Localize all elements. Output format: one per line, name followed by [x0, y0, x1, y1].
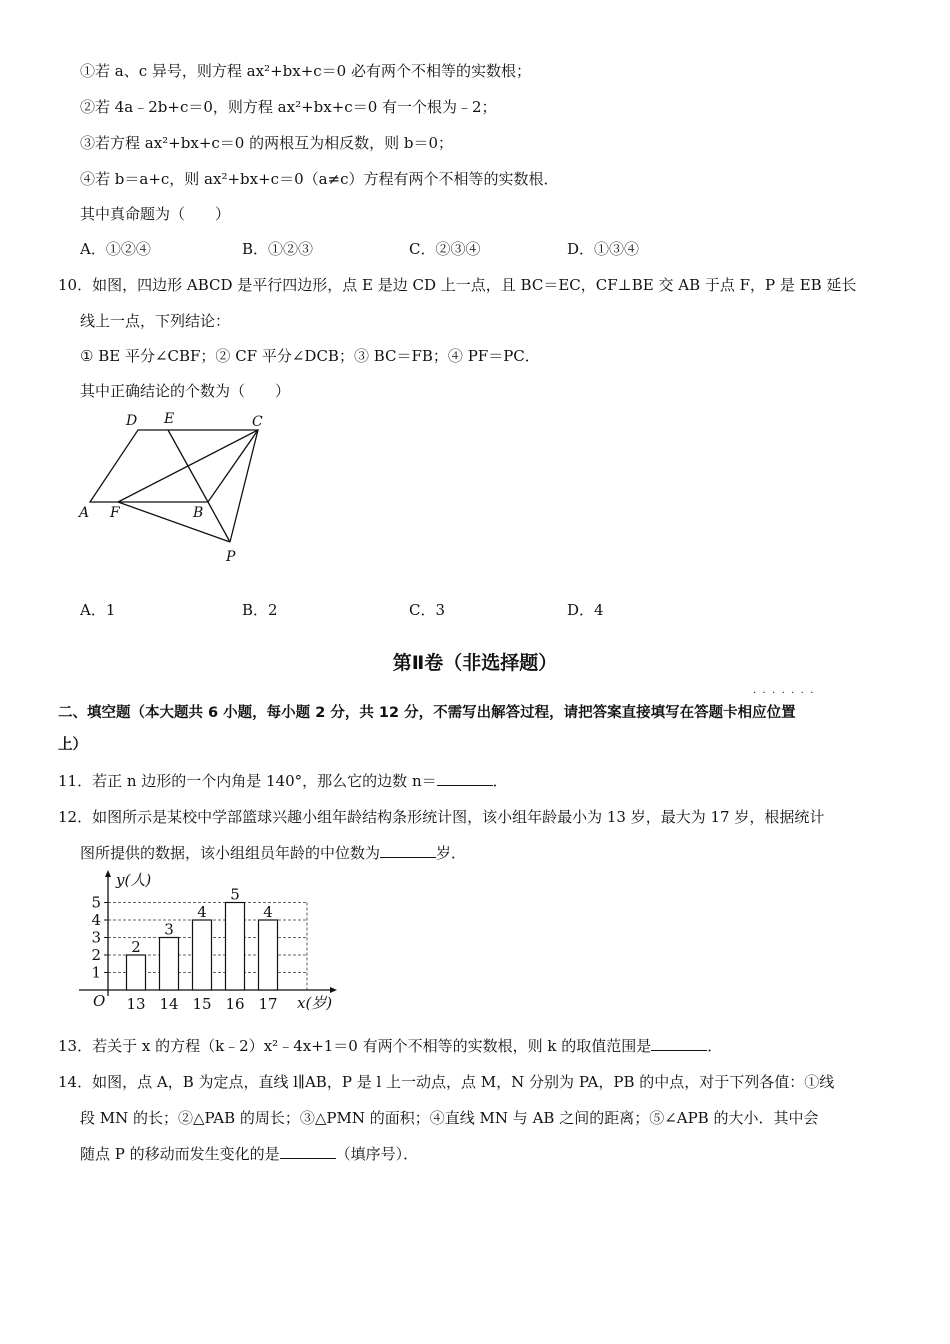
q10-option-a: A．1	[80, 601, 116, 619]
y-axis-arrow	[105, 870, 111, 877]
label-f: F	[110, 505, 120, 521]
y-tick-label-1: 1	[91, 963, 101, 982]
emphasis-dots: · · · · · · ·	[753, 688, 814, 699]
y-tick-label-5: 5	[91, 893, 101, 912]
y-tick-label-3: 3	[91, 928, 101, 947]
label-p: P	[226, 549, 236, 565]
bar-16	[226, 903, 245, 991]
bar-value-label-15: 4	[197, 903, 207, 921]
q10-parallelogram-figure	[70, 405, 280, 575]
bar-17	[259, 920, 278, 990]
q12-line-2	[80, 843, 466, 863]
q11-answer-blank[interactable]	[437, 771, 493, 786]
q9-statement-1: ①若 a、c 异号，则方程 ax²+bx+c＝0 必有两个不相等的实数根；	[80, 62, 531, 80]
label-c: C	[252, 414, 263, 430]
label-b: B	[193, 505, 204, 521]
q9-option-b: B．①②③	[242, 240, 314, 258]
bar-value-label-17: 4	[263, 903, 273, 921]
segment-cf	[118, 430, 258, 502]
q13-text: 13．若关于 x 的方程（k﹣2）x²﹣4x+1＝0 有两个不相等的实数根，则 k 的取值范围是	[58, 1037, 652, 1055]
q13	[58, 1036, 722, 1056]
q13-answer-blank[interactable]	[651, 1036, 707, 1051]
q14-answer-blank[interactable]	[280, 1144, 336, 1159]
y-tick-label-2: 2	[91, 946, 101, 964]
q11-text: 11．若正 n 边形的一个内角是 140°，那么它的边数 n＝	[58, 772, 437, 790]
bar-value-label-13: 2	[131, 938, 141, 956]
q9-statement-3: ③若方程 ax²+bx+c＝0 的两根互为相反数，则 b＝0；	[80, 134, 454, 152]
q14-line-3	[80, 1144, 418, 1164]
y-tick-label-4: 4	[91, 911, 101, 929]
x-tick-label-16: 16	[225, 995, 245, 1013]
q12-text: 图所提供的数据，该小组组员年龄的中位数为	[80, 844, 381, 862]
q12-answer-blank[interactable]	[380, 843, 436, 858]
x-tick-label-14: 14	[159, 995, 179, 1013]
bar-value-label-14: 3	[164, 920, 174, 939]
q12-line-1: 12．如图所示是某校中学部篮球兴趣小组年龄结构条形统计图，该小组年龄最小为 13 岁，最大为 17 岁，根据统计	[58, 808, 825, 826]
x-tick-label-13: 13	[126, 995, 146, 1013]
x-tick-label-15: 15	[192, 995, 212, 1013]
q10-ask: 其中正确结论的个数为（ ）	[80, 382, 291, 400]
segment-cp	[230, 430, 258, 542]
q9-statement-4: ④若 b＝a+c，则 ax²+bx+c＝0（a≠c）方程有两个不相等的实数根．	[80, 170, 559, 188]
q13-end: ．	[707, 1037, 723, 1055]
q10-line-3: ① BE 平分∠CBF；② CF 平分∠DCB；③ BC＝FB；④ PF＝PC．	[80, 347, 540, 365]
q11-end: ．	[492, 772, 508, 790]
y-axis-label: y(人)	[116, 871, 152, 889]
x-axis-label: x(岁)	[297, 994, 333, 1012]
label-e: E	[164, 411, 175, 427]
q10-line-2: 线上一点，下列结论：	[80, 312, 231, 330]
q11	[58, 771, 508, 791]
age-bar-chart	[75, 868, 345, 1016]
q14-text: 随点 P 的移动而发生变化的是	[80, 1145, 280, 1163]
x-tick-label-17: 17	[258, 995, 278, 1013]
q10-option-c: C．3	[409, 601, 446, 619]
q9-ask: 其中真命题为（ ）	[80, 205, 231, 223]
q12-end: 岁．	[436, 844, 467, 862]
q10-line-1: 10．如图，四边形 ABCD 是平行四边形，点 E 是边 CD 上一点，且 BC＝EC，CF⊥BE 交 AB 于点 F，P 是 EB 延长	[58, 276, 857, 294]
segment-fp	[118, 502, 230, 542]
label-d: D	[126, 413, 138, 429]
section-2-heading-cont: 上）	[58, 737, 87, 753]
q9-option-d: D．①③④	[567, 240, 640, 258]
q10-option-b: B．2	[242, 601, 278, 619]
bar-15	[193, 920, 212, 990]
bar-13	[127, 955, 146, 990]
origin-label: O	[93, 992, 106, 1010]
q9-option-c: C．②③④	[409, 240, 481, 258]
q9-statement-2: ②若 4a﹣2b+c＝0，则方程 ax²+bx+c＝0 有一个根为﹣2；	[80, 98, 497, 116]
q14-line-2: 段 MN 的长；②△PAB 的周长；③△PMN 的面积；④直线 MN 与 AB 之间的距离；⑤∠APB 的大小．其中会	[80, 1109, 819, 1127]
section-2-heading: 二、填空题（本大题共 6 小题，每小题 2 分，共 12 分，不需写出解答过程，请把答案直接填写在答题卡相应位置	[58, 705, 796, 721]
section-2-title: 第Ⅱ卷（非选择题）	[392, 652, 558, 674]
q10-option-d: D．4	[567, 601, 604, 619]
bar-14	[160, 938, 179, 991]
q9-option-a: A．①②④	[80, 240, 151, 258]
bar-value-label-16: 5	[230, 885, 240, 904]
q14-end: （填序号）．	[335, 1145, 419, 1163]
x-axis-arrow	[330, 987, 337, 993]
q14-line-1: 14．如图，点 A，B 为定点，直线 l∥AB，P 是 l 上一动点，点 M，N 分别为 PA，PB 的中点，对于下列各值：①线	[58, 1073, 835, 1091]
label-a: A	[79, 505, 90, 521]
